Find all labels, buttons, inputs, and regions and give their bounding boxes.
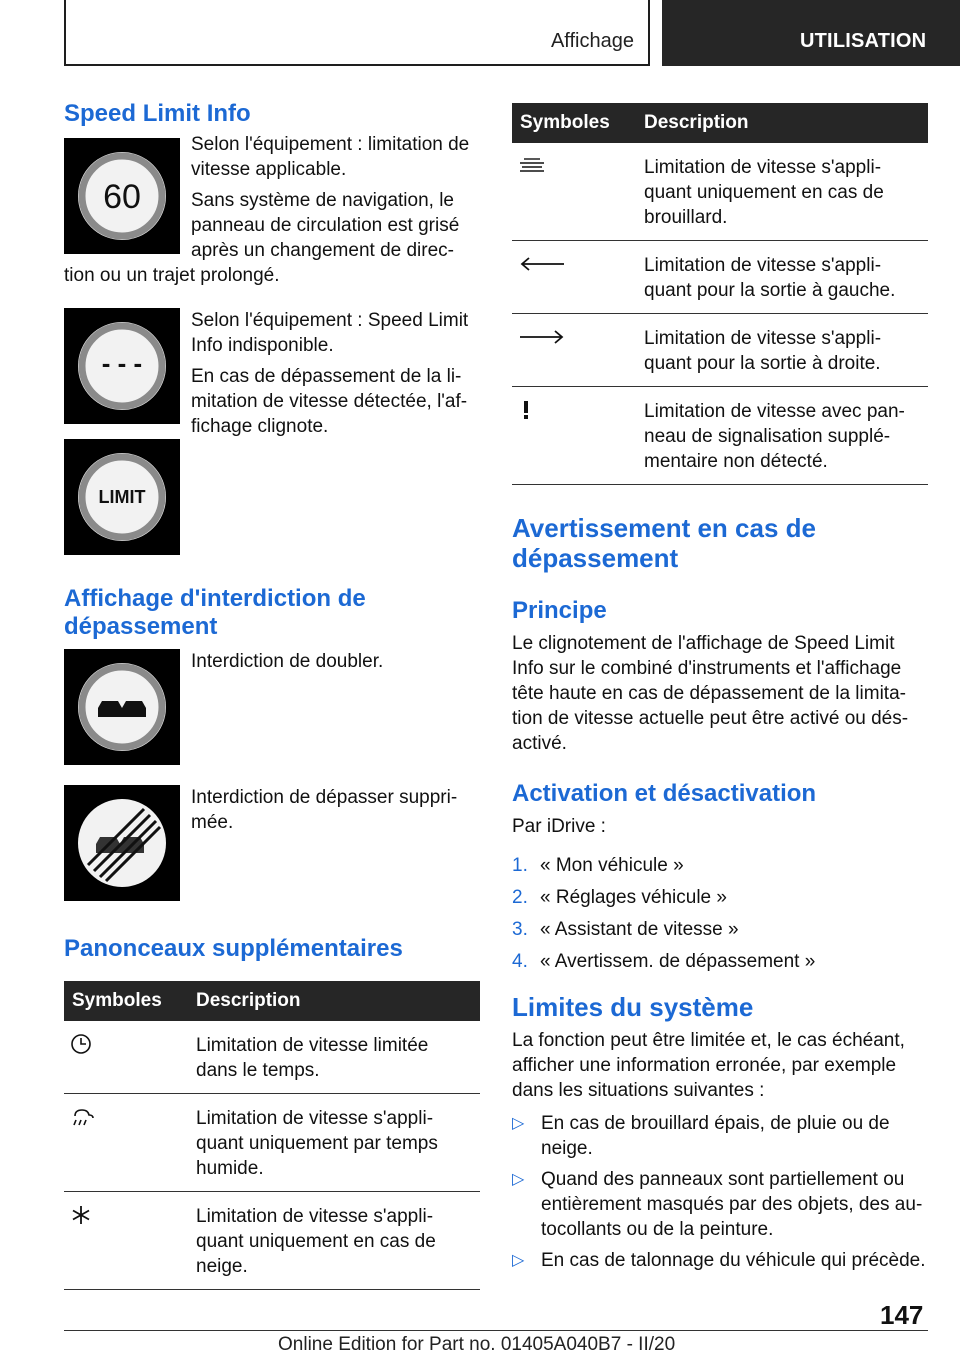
idrive-label: Par iDrive : [512,816,606,837]
row-description: Limitation de vitesse s'appli‐quant pour la sortie à droite. [636,314,928,387]
page-number: 147 [880,1300,924,1330]
table-head-symbols: Symboles [64,981,188,1021]
limits-list [512,1111,928,1273]
table-row [512,143,928,241]
limit-sign-icon [64,439,180,555]
list-item: ▷ En cas de talonnage du véhicule qui précède. [512,1250,926,1271]
p-equipment-limit: Selon l'équipement : limitation de vitesse applicable. [191,134,470,180]
clock-icon [70,1033,92,1055]
table-row [512,241,928,314]
overtake-title: Affichage d'interdiction de dépassement [64,585,366,640]
bullet-triangle-icon: ▷ [512,1252,525,1269]
list-item: ▷ Quand des panneaux sont partiellement ou entièrement masqués par des objets, des au‐tocollants ou de la peinture. [512,1169,923,1240]
list-item: 2. « Réglages véhicule » [512,887,727,908]
panels-table-continued [512,103,928,485]
table-head-description: Description [636,103,928,143]
table-row [64,1094,480,1192]
speed-60-sign [64,138,180,254]
bullet-triangle-icon: ▷ [512,1171,525,1188]
speed-unavailable-sign [64,308,180,424]
arrow-left-icon [518,253,566,275]
limit-sign [64,439,180,555]
table-head-description: Description [188,981,480,1021]
right-column [512,103,928,1279]
row-description: Limitation de vitesse s'appli‐quant uniquement en cas de neige. [188,1192,480,1290]
table-head-symbols: Symboles [512,103,636,143]
header-chapter: UTILISATION [800,30,927,52]
p-exceed-blink: En cas de dépassement de la li‐mitation de vitesse détectée, l'af‐fichage clignote. [191,366,468,437]
table-row [64,1192,480,1290]
warn-title: Avertissement en cas de dépassement [512,513,816,573]
svg-text:- - -: - - - [101,348,143,378]
panels-title: Panonceaux supplémentaires [64,935,403,962]
row-description: Limitation de vitesse limitée dans le temps. [188,1021,480,1094]
header-section: Affichage [550,30,634,52]
p-info-unavailable: Selon l'équipement : Speed Limit Info indisponible. [191,310,469,356]
no-overtaking-icon [64,649,180,765]
row-description: Limitation de vitesse s'appli‐quant uniquement par temps humide. [188,1094,480,1192]
header-chapter-box [662,0,960,66]
list-item: 3. « Assistant de vitesse » [512,919,739,940]
header-section-box [64,0,650,66]
activation-title: Activation et désactivation [512,780,817,807]
panels-table [64,981,480,1290]
row-description: Limitation de vitesse avec pan‐neau de signalisation supplé‐mentaire non détecté. [636,387,928,485]
limits-text: La fonction peut être limitée et, le cas échéant, afficher une information erronée, par exemple dans les situations suivantes : [512,1030,905,1101]
speed-60-sign-icon [64,138,180,254]
svg-text:LIMIT: LIMIT [98,487,146,507]
bullet-triangle-icon: ▷ [512,1115,525,1132]
footer-divider [64,1330,928,1331]
svg-text:60: 60 [103,178,141,216]
end-no-overtaking-sign [64,785,180,901]
rain-icon [70,1106,94,1128]
exclamation-icon [518,399,534,421]
dashes-sign-icon [64,308,180,424]
principle-title: Principe [512,597,607,624]
p-no-overtaking: Interdiction de doubler. [191,651,384,672]
table-row [64,1021,480,1094]
fog-icon [518,155,546,177]
table-row [512,387,928,485]
row-description: Limitation de vitesse s'appli‐quant uniquement en cas de brouillard. [636,143,928,241]
footer-edition: Online Edition for Part no. 01405A040B7 - II/20 [278,1334,676,1355]
list-item: ▷ En cas de brouillard épais, de pluie ou de neige. [512,1113,890,1159]
limits-title: Limites du système [512,992,754,1022]
p-no-navigation: Sans système de navigation, le panneau de circulation est grisé après un changement de direc‐tion ou un trajet prolongé. [64,190,460,286]
list-item: 4. « Avertissem. de dépassement » [512,951,816,972]
table-row [512,314,928,387]
left-column [64,100,480,1290]
no-overtaking-sign [64,649,180,765]
speed-limit-title: Speed Limit Info [64,100,251,127]
end-no-overtaking-icon [64,785,180,901]
steps-list [512,853,928,974]
p-end-no-overtaking: Interdiction de dépasser suppri‐mée. [191,787,458,833]
list-item: 1. « Mon véhicule » [512,855,684,876]
principle-text: Le clignotement de l'affichage de Speed Limit Info sur le combiné d'instruments et l'affichage tête haute en cas de dépassement de la limita‐tion de vitesse actuelle peut être activé ou dés‐activé. [512,633,909,754]
arrow-right-icon [518,326,566,348]
row-description: Limitation de vitesse s'appli‐quant pour la sortie à gauche. [636,241,928,314]
snowflake-icon [70,1204,92,1226]
